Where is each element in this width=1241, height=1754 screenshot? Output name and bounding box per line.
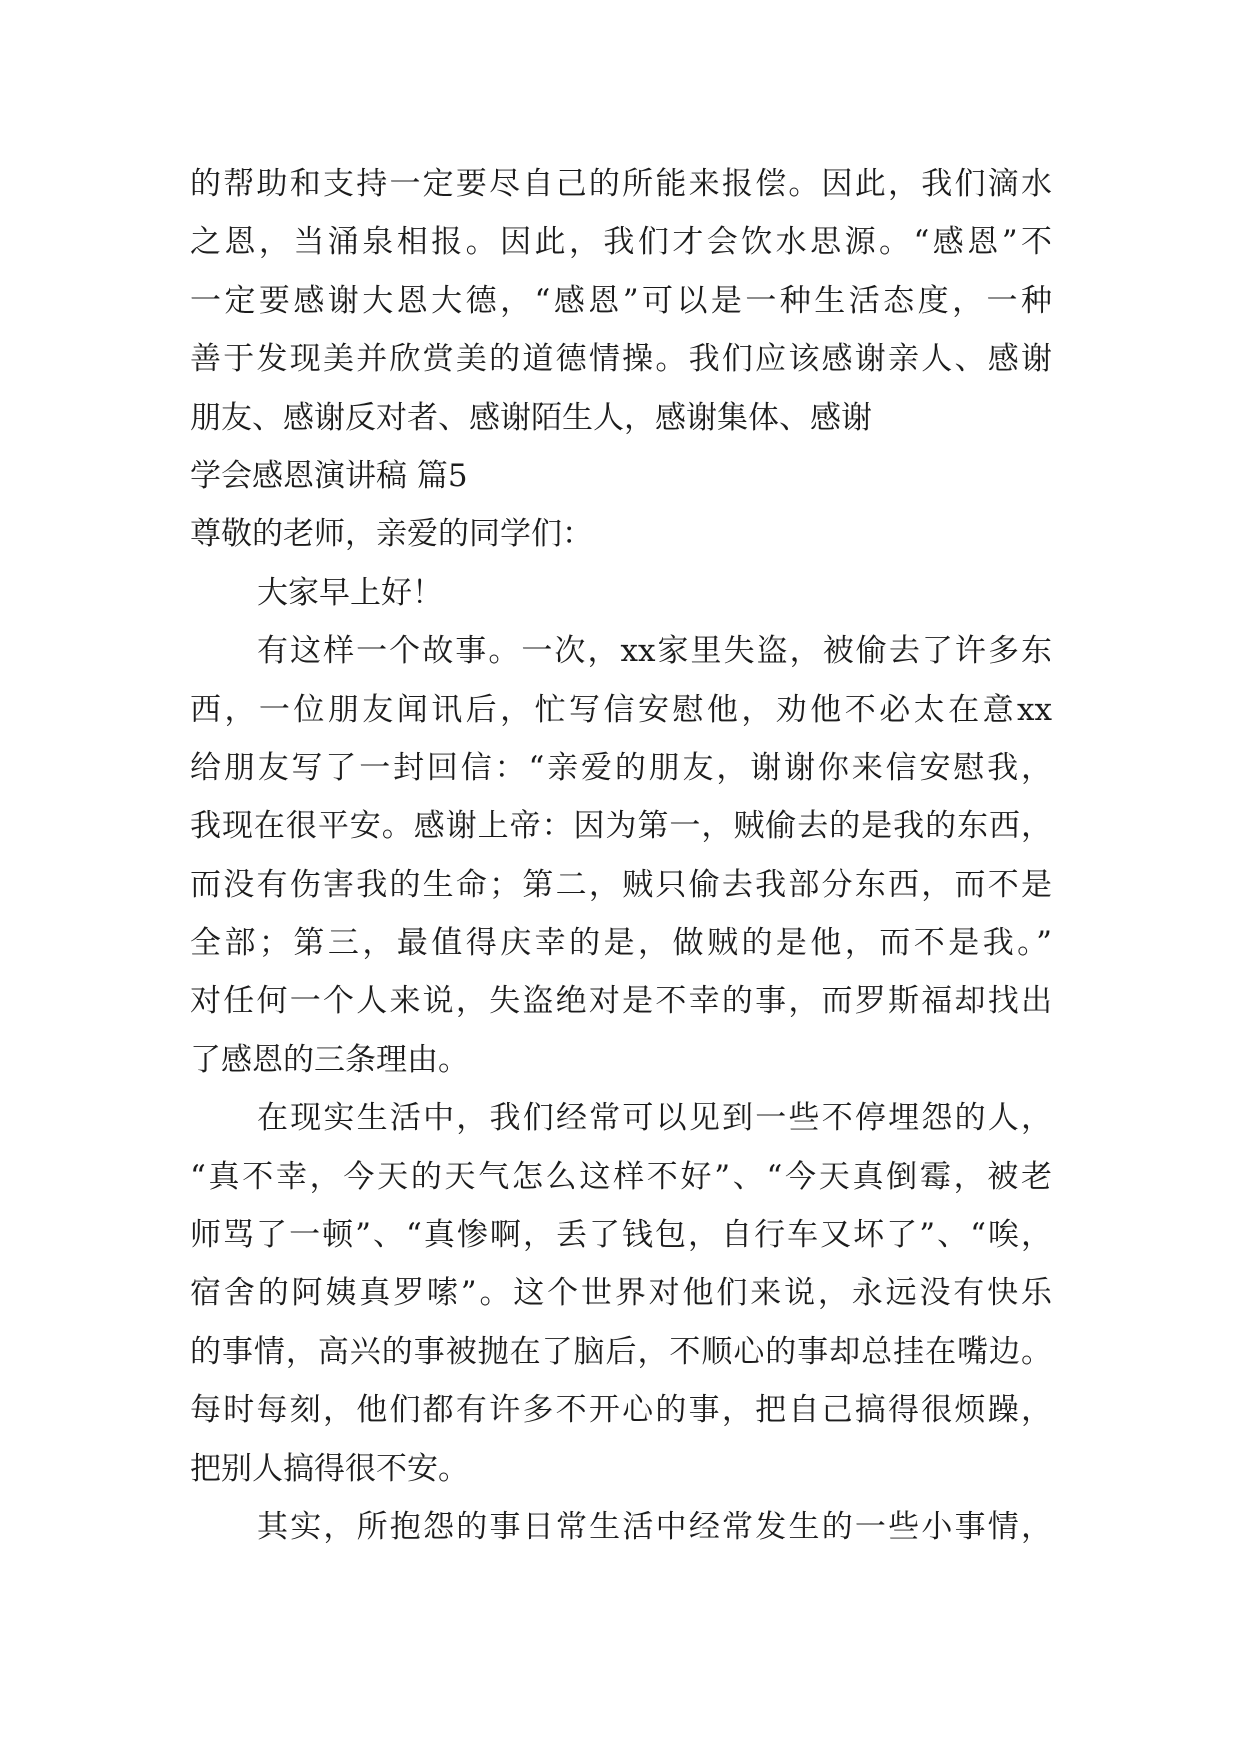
paragraph-in-fact [190,1498,1052,1556]
text-line: 全部；第三，最值得庆幸的是，做贼的是他，而不是我。” [190,925,1052,962]
text-line: 宿舍的阿姨真罗嗦”。这个世界对他们来说，永远没有快乐 [190,1275,1052,1312]
paragraph-complaints [190,1089,1052,1498]
text-line: 的事情，高兴的事被抛在了脑后，不顺心的事却总挂在嘴边。 [190,1333,1052,1370]
continuation-paragraph [190,155,1052,447]
text-line: 有这样一个故事。一次，xx家里失盗，被偷去了许多东 [257,633,1052,670]
text-line: 给朋友写了一封回信：“亲爱的朋友，谢谢你来信安慰我， [190,749,1052,786]
text-line: 朋友、感谢反对者、感谢陌生人，感谢集体、感谢 [190,399,872,436]
text-line: 每时每刻，他们都有许多不开心的事，把自己搞得很烦躁， [190,1392,1052,1429]
text-line: 我现在很平安。感谢上帝：因为第一，贼偷去的是我的东西， [190,808,1052,845]
text-line: 一定要感谢大恩大德，“感恩”可以是一种生活态度，一种 [190,282,1052,319]
text-line: “真不幸，今天的天气怎么这样不好”、“今天真倒霉，被老 [190,1158,1052,1195]
text-line: 而没有伤害我的生命；第二，贼只偷去我部分东西，而不是 [190,866,1052,903]
document-body [190,155,1052,1556]
text-line: 在现实生活中，我们经常可以见到一些不停埋怨的人， [257,1100,1052,1137]
text-line: 之恩，当涌泉相报。因此，我们才会饮水思源。“感恩”不 [190,224,1052,261]
greeting: 大家早上好！ [257,574,443,611]
text-line: 师骂了一顿”、“真惨啊，丢了钱包，自行车又坏了”、“唉， [190,1217,1052,1254]
text-line: 对任何一个人来说，失盗绝对是不幸的事，而罗斯福却找出 [190,983,1052,1020]
text-line: 把别人搞得很不安。 [190,1450,469,1487]
text-line: 其实，所抱怨的事日常生活中经常发生的一些小事情， [257,1508,1052,1545]
speech-heading: 学会感恩演讲稿 篇5 [190,457,468,494]
salutation: 尊敬的老师，亲爱的同学们： [190,516,593,553]
text-line: 西，一位朋友闻讯后，忙写信安慰他，劝他不必太在意xx [190,691,1052,728]
text-line: 的帮助和支持一定要尽自己的所能来报偿。因此，我们滴水 [190,166,1052,202]
paragraph-story [190,622,1052,1089]
text-line: 了感恩的三条理由。 [190,1041,469,1078]
text-line: 善于发现美并欣赏美的道德情操。我们应该感谢亲人、感谢 [190,341,1052,378]
